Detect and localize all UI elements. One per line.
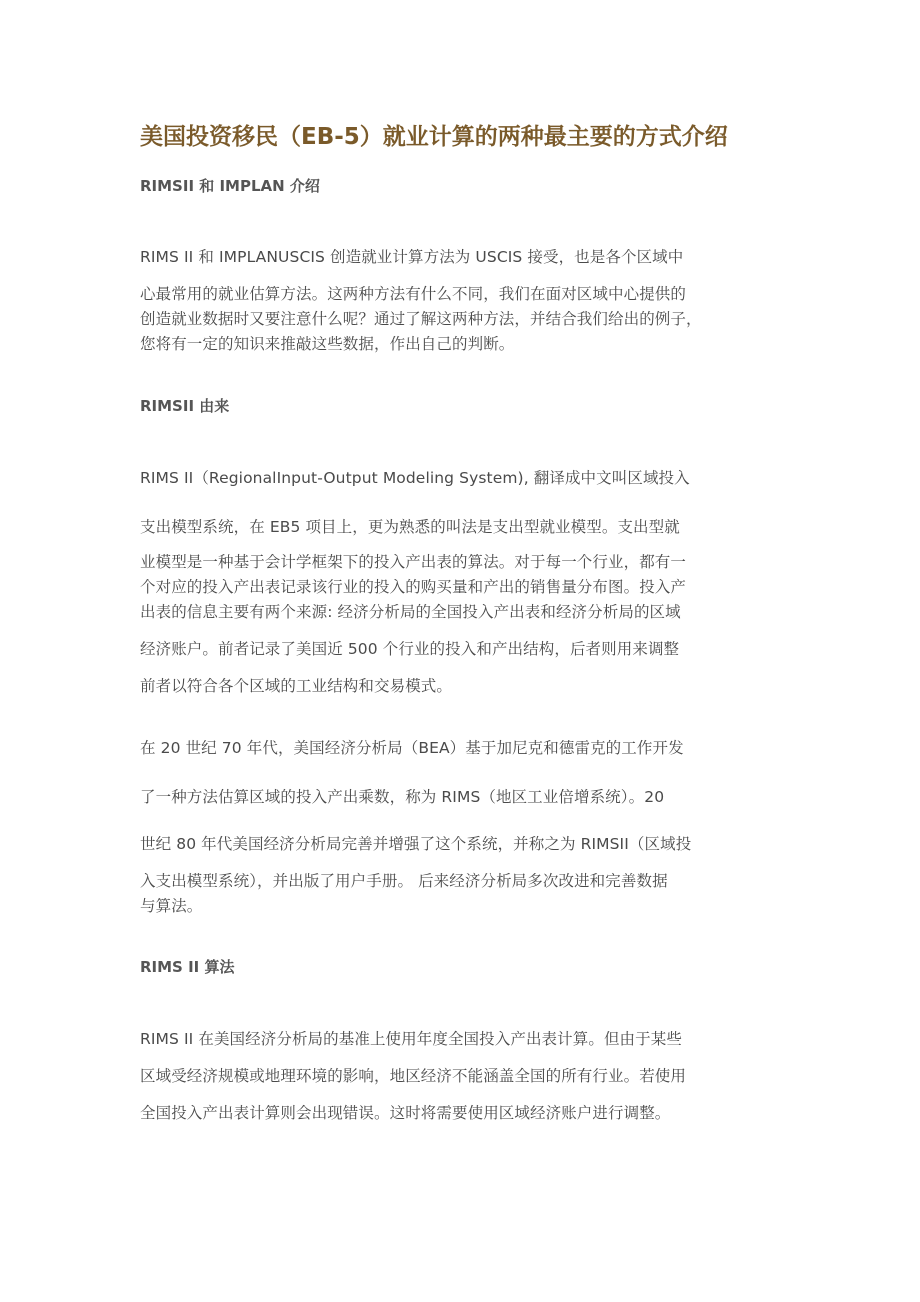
intro-line: 您将有一定的知识来推敲这些数据，作出自己的判断。	[140, 335, 515, 353]
section-heading-rimsii-algorithm: RIMS II 算法	[140, 958, 235, 976]
section1b-line: 世纪 80 年代美国经济分析局完善并增强了这个系统，并称之为 RIMSII（区域投	[140, 835, 692, 853]
document-title: 美国投资移民（EB-5）就业计算的两种最主要的方式介绍	[140, 124, 728, 150]
intro-line: 心最常用的就业估算方法。这两种方法有什么不同，我们在面对区域中心提供的	[140, 285, 687, 303]
intro-line: 创造就业数据时又要注意什么呢？通过了解这两种方法，并结合我们给出的例子，	[140, 310, 702, 328]
section1b-line: 了一种方法估算区域的投入产出乘数，称为 RIMS（地区工业倍增系统）。20	[140, 788, 665, 806]
section1-line: RIMS II（RegionalInput-Output Modeling System), 翻译成中文叫区域投入	[140, 469, 690, 487]
section2-line: 全国投入产出表计算则会出现错误。这时将需要使用区域经济账户进行调整。	[140, 1104, 671, 1122]
section1b-line: 入支出模型系统），并出版了用户手册。 后来经济分析局多次改进和完善数据	[140, 872, 668, 890]
section1-line: 支出模型系统，在 EB5 项目上，更为熟悉的叫法是支出型就业模型。支出型就	[140, 518, 680, 536]
section1-line: 业模型是一种基于会计学框架下的投入产出表的算法。对于每一个行业，都有一	[140, 553, 687, 571]
document-subtitle: RIMSII 和 IMPLAN 介绍	[140, 177, 320, 195]
section1-line: 经济账户。前者记录了美国近 500 个行业的投入和产出结构，后者则用来调整	[140, 640, 680, 658]
section1-line: 个对应的投入产出表记录该行业的投入的购买量和产出的销售量分布图。投入产	[140, 578, 687, 596]
section-heading-rimsii-origin: RIMSII 由来	[140, 397, 230, 415]
section2-line: RIMS II 在美国经济分析局的基准上使用年度全国投入产出表计算。但由于某些	[140, 1030, 682, 1048]
section1-line: 前者以符合各个区域的工业结构和交易模式。	[140, 677, 453, 695]
section1b-line: 在 20 世纪 70 年代，美国经济分析局（BEA）基于加尼克和德雷克的工作开发	[140, 739, 684, 757]
section1-line: 出表的信息主要有两个来源: 经济分析局的全国投入产出表和经济分析局的区域	[140, 603, 681, 621]
section2-line: 区域受经济规模或地理环境的影响，地区经济不能涵盖全国的所有行业。若使用	[140, 1067, 687, 1085]
section1b-line: 与算法。	[140, 897, 203, 915]
intro-line: RIMS II 和 IMPLANUSCIS 创造就业计算方法为 USCIS 接受，也是各个区域中	[140, 248, 684, 266]
